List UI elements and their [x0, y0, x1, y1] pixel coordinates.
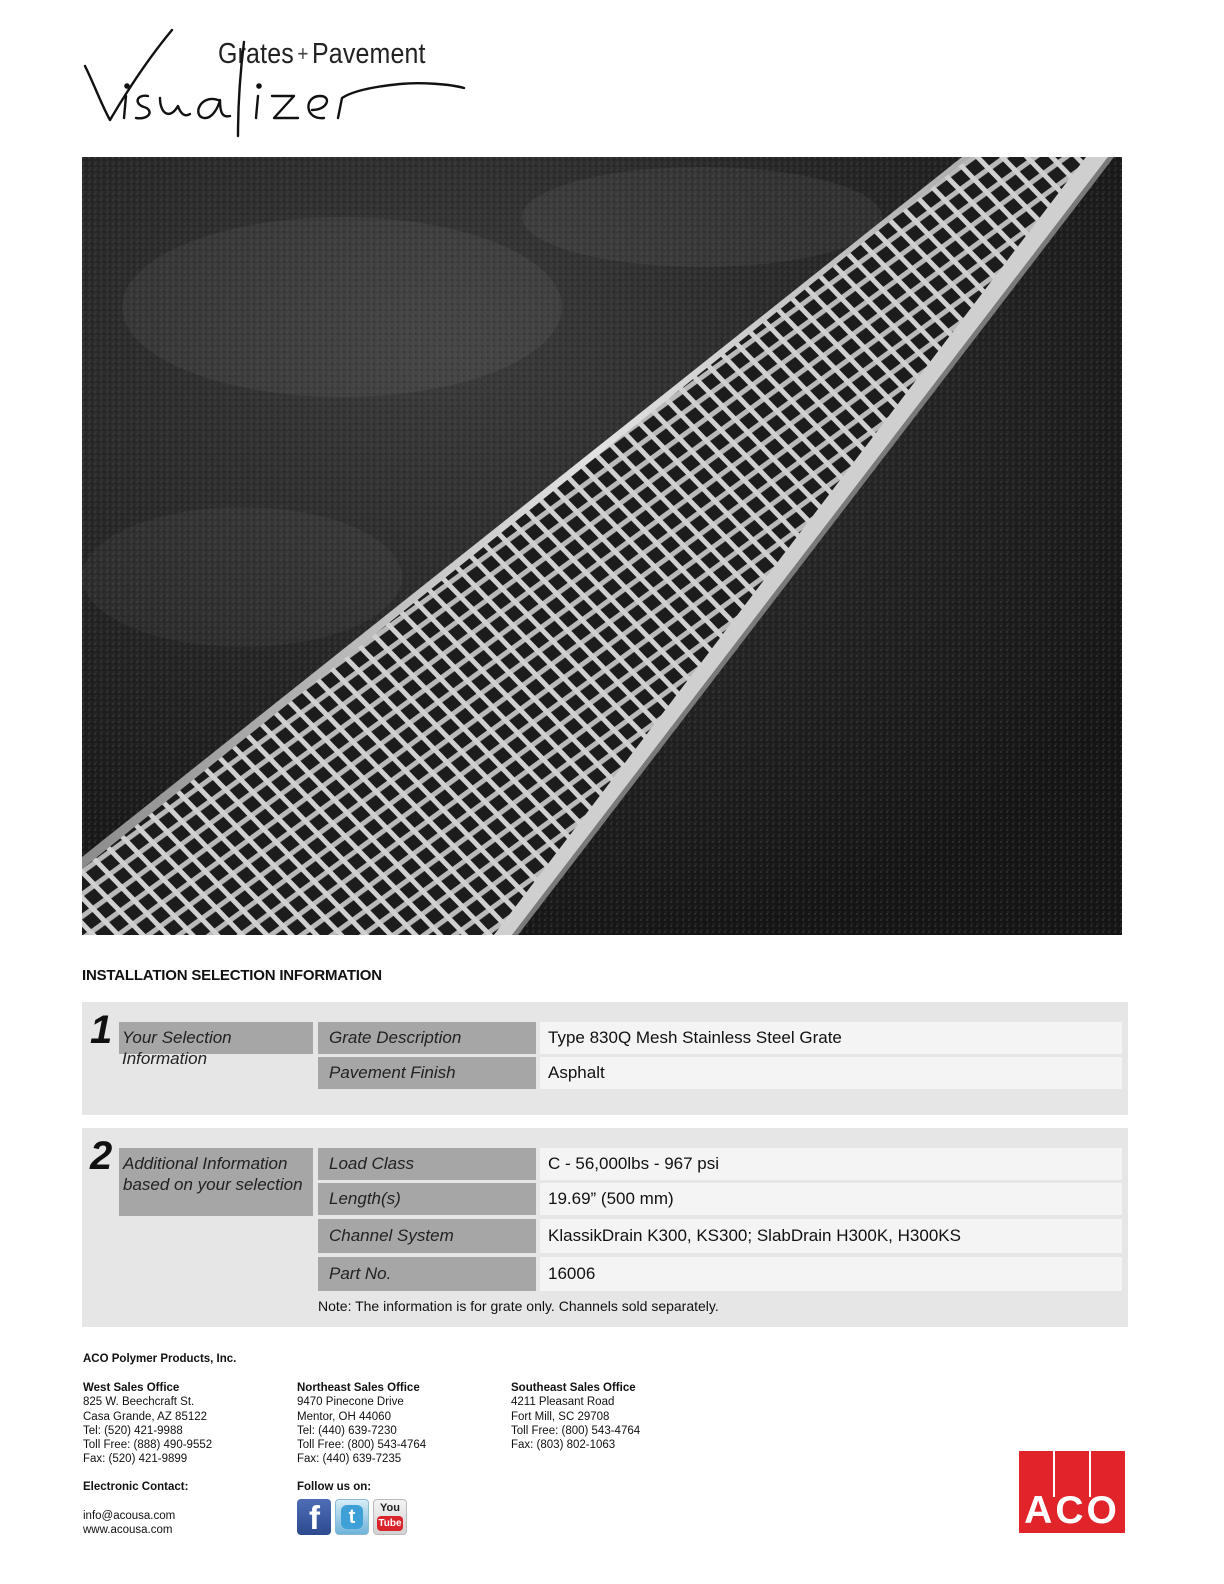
grate-description-value: Type 830Q Mesh Stainless Steel Grate: [540, 1022, 1122, 1054]
logo-sub-right: Pavement: [311, 38, 426, 70]
load-class-value: C - 56,000lbs - 967 psi: [540, 1148, 1122, 1180]
step-number-1: 1: [90, 1008, 113, 1052]
west-toll-free: Toll Free: (888) 490-9552: [83, 1439, 213, 1452]
youtube-tube: Tube: [378, 1518, 402, 1529]
hero-photo-drainage-grate: [82, 157, 1122, 935]
website-link[interactable]: www.acousa.com: [83, 1524, 173, 1537]
grate-only-note: Note: The information is for grate only. Channels sold separately.: [318, 1298, 719, 1314]
installation-section-heading: INSTALLATION SELECTION INFORMATION: [82, 967, 382, 984]
follow-us-title: Follow us on:: [297, 1481, 372, 1493]
west-sales-office: [83, 1381, 212, 1467]
aco-brand-logo: [1019, 1451, 1125, 1533]
additional-info-panel: [82, 1128, 1128, 1327]
logo-plus: +: [297, 41, 309, 66]
southeast-address-line: 4211 Pleasant Road: [511, 1396, 615, 1409]
pavement-finish-value: Asphalt: [540, 1057, 1122, 1089]
logo-sub-left: Grates: [218, 38, 294, 70]
electronic-contact-title: Electronic Contact:: [83, 1481, 189, 1493]
company-name: ACO Polymer Products, Inc.: [83, 1353, 237, 1365]
channel-system-label: Channel System: [318, 1219, 536, 1253]
selection-info-panel: [82, 1002, 1128, 1115]
twitter-icon[interactable]: [335, 1499, 369, 1535]
channel-system-value: KlassikDrain K300, KS300; SlabDrain H300K, H300KS: [540, 1219, 1122, 1253]
load-class-label: Load Class: [318, 1148, 536, 1180]
southeast-office-title: Southeast Sales Office: [511, 1382, 636, 1394]
pavement-finish-label: Pavement Finish: [318, 1057, 536, 1089]
electronic-contact: [83, 1509, 175, 1538]
northeast-address-line: 9470 Pinecone Drive: [297, 1396, 404, 1409]
grate-in-asphalt-illustration: [82, 157, 1122, 935]
southeast-city-line: Fort Mill, SC 29708: [511, 1410, 610, 1423]
southeast-toll-free: Toll Free: (800) 543-4764: [511, 1424, 641, 1437]
northeast-fax: Fax: (440) 639-7235: [297, 1453, 402, 1466]
facebook-glyph: f: [309, 1499, 320, 1536]
grate-description-label: Grate Description: [318, 1022, 536, 1054]
email-link[interactable]: info@acousa.com: [83, 1510, 176, 1522]
northeast-sales-office: [297, 1381, 426, 1467]
youtube-you: You: [380, 1502, 400, 1514]
southeast-fax: Fax: (803) 802-1063: [511, 1439, 616, 1452]
part-number-label: Part No.: [318, 1257, 536, 1291]
west-fax: Fax: (520) 421-9899: [83, 1453, 188, 1466]
west-office-title: West Sales Office: [83, 1382, 180, 1394]
northeast-city-line: Mentor, OH 44060: [297, 1410, 391, 1423]
northeast-toll-free: Toll Free: (800) 543-4764: [297, 1439, 427, 1452]
additional-info-label: [119, 1148, 313, 1216]
aco-logo-text: ACO: [1024, 1489, 1120, 1532]
youtube-icon[interactable]: [373, 1499, 407, 1535]
northeast-tel: Tel: (440) 639-7230: [297, 1424, 397, 1437]
additional-info-label-line2: based on your selection: [123, 1175, 303, 1194]
lengths-value: 19.69” (500 mm): [540, 1183, 1122, 1215]
visualizer-script-logo: [80, 24, 480, 144]
southeast-sales-office: [511, 1381, 640, 1452]
northeast-office-title: Northeast Sales Office: [297, 1382, 420, 1394]
west-address-line: 825 W. Beechcraft St.: [83, 1396, 195, 1409]
west-city-line: Casa Grande, AZ 85122: [83, 1410, 208, 1423]
facebook-icon[interactable]: [297, 1499, 331, 1535]
lengths-label: Length(s): [318, 1183, 536, 1215]
twitter-glyph: t: [341, 1505, 363, 1529]
part-number-value: 16006: [540, 1257, 1122, 1291]
west-tel: Tel: (520) 421-9988: [83, 1424, 183, 1437]
additional-info-label-line1: Additional Information: [123, 1154, 288, 1173]
your-selection-label: Your Selection Information: [119, 1022, 313, 1054]
step-number-2: 2: [90, 1134, 113, 1178]
